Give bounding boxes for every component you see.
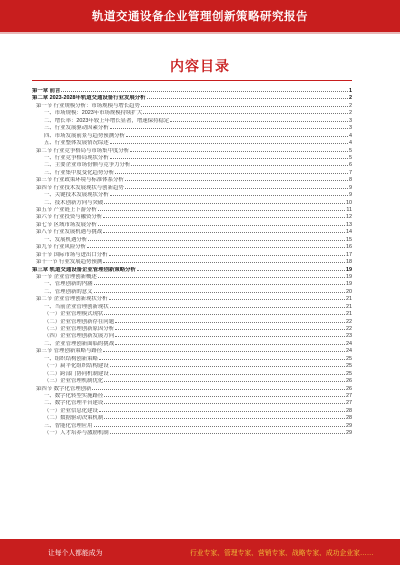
toc-entry-text: （三）企业管理机制优化 — [44, 378, 104, 385]
toc-entry-text: 一、发展机遇分析 — [44, 236, 88, 243]
toc-entry-page: 24 — [346, 340, 352, 347]
toc-entry[interactable] — [32, 139, 352, 146]
toc-entry-page: 17 — [346, 251, 352, 258]
toc-entry-text: 三、智能化管理应用 — [44, 422, 93, 429]
toc-dot-leader — [104, 377, 345, 382]
toc-entry-page: 3 — [349, 125, 352, 132]
toc-entry-text: （二）数据驱动决策机制 — [44, 415, 104, 422]
toc-dot-leader — [110, 154, 348, 159]
toc-entry-page: 4 — [349, 140, 352, 147]
toc-entry-page: 22 — [346, 326, 352, 332]
toc-entry-page: 9 — [349, 192, 352, 199]
toc-entry[interactable] — [32, 154, 352, 161]
toc-dot-leader — [143, 109, 348, 114]
toc-entry[interactable] — [32, 102, 352, 109]
toc-entry-text: 三、行业发展驱动因素分析 — [44, 125, 109, 132]
toc-entry[interactable] — [32, 251, 352, 258]
toc-entry-page: 25 — [346, 370, 352, 377]
toc-entry[interactable] — [32, 199, 352, 206]
toc-entry-text: 二、企业管理创新面临的挑战 — [44, 340, 115, 347]
toc-entry[interactable] — [32, 325, 352, 332]
toc-entry-text: 第八节 行业发展机遇与挑战 — [36, 229, 103, 236]
toc-entry-page: 11 — [346, 207, 352, 213]
toc-entry[interactable] — [32, 109, 352, 116]
toc-dot-leader — [110, 303, 345, 308]
toc-entry-text: （二）企业管理创新存在问题 — [44, 318, 115, 325]
toc-dot-leader — [109, 295, 345, 300]
toc-entry[interactable] — [32, 385, 352, 392]
toc-dot-leader — [103, 228, 345, 233]
toc-entry-page: 1 — [349, 88, 352, 94]
toc-entry[interactable] — [32, 288, 352, 295]
toc-entry[interactable] — [32, 169, 352, 176]
toc-entry-page: 2 — [349, 102, 352, 109]
toc-entry-page: 2 — [349, 110, 352, 117]
toc-entry-page: 18 — [346, 259, 352, 266]
footer-bar — [0, 539, 400, 565]
toc-dot-leader — [61, 87, 348, 92]
toc-entry-text: 第十节 国际市场与进出口分析 — [36, 251, 108, 258]
toc-entry-text: 第二节 企业管理创新现状分析 — [36, 296, 108, 303]
toc-entry-text: （二）跨部门协同机制建设 — [44, 370, 109, 377]
toc-entry-page: 4 — [349, 132, 352, 139]
toc-entry-text: 第三章 轨道交通设备企业管理创新策略分析 — [32, 266, 136, 273]
toc-dot-leader — [98, 206, 346, 211]
toc-entry-text: 第二节 行业竞争格局与市场集中度分析 — [36, 147, 130, 154]
toc-dot-leader — [115, 340, 345, 345]
toc-dot-leader — [125, 184, 348, 189]
toc-dot-leader — [104, 414, 345, 419]
toc-dot-leader — [99, 407, 345, 412]
toc-entry[interactable] — [32, 318, 352, 325]
toc-entry-page: 5 — [349, 147, 352, 154]
toc-entry[interactable] — [32, 221, 352, 228]
toc-entry-page: 9 — [349, 184, 352, 191]
toc-entry-page: 28 — [346, 407, 352, 414]
toc-entry[interactable] — [32, 213, 352, 220]
toc-entry[interactable] — [32, 407, 352, 414]
toc-entry-page: 21 — [346, 296, 352, 303]
toc-dot-leader — [115, 332, 345, 337]
toc-dot-leader — [131, 161, 348, 166]
toc-entry-page: 3 — [349, 117, 352, 124]
toc-entry[interactable] — [32, 176, 352, 183]
toc-entry-page: 15 — [346, 236, 352, 243]
toc-heading: 内容目录 — [170, 58, 230, 74]
toc-entry[interactable] — [32, 332, 352, 339]
toc-entry-text: 三、行业集中度变化趋势分析 — [44, 169, 115, 176]
toc-entry-page: 16 — [346, 244, 352, 251]
toc-entry-page: 28 — [346, 415, 352, 422]
toc-heading-underline — [32, 80, 352, 81]
toc-entry[interactable] — [32, 422, 352, 429]
toc-dot-leader — [94, 288, 345, 293]
toc-entry-text: （四）企业管理创新发展方向 — [44, 333, 115, 340]
toc-dot-leader — [104, 399, 345, 404]
toc-dot-leader — [126, 132, 348, 137]
toc-entry-page: 8 — [349, 177, 352, 184]
toc-entry-page: 19 — [346, 281, 352, 288]
toc-dot-leader — [115, 318, 345, 323]
toc-entry[interactable] — [32, 347, 352, 354]
toc-entry-page: 6 — [349, 162, 352, 169]
toc-dot-leader — [110, 124, 348, 129]
toc-entry-text: 第四节 行业技术发展现状与创新趋势 — [36, 184, 124, 191]
toc-entry-text: 第九节 行业风险分析 — [36, 244, 87, 251]
toc-entry[interactable] — [32, 370, 352, 377]
toc-entry-text: 一、组织结构创新策略 — [44, 355, 98, 362]
toc-entry-text: 一、行业竞争格局现状分析 — [44, 154, 109, 161]
toc-dot-leader — [130, 147, 348, 152]
toc-entry-page: 25 — [346, 355, 352, 362]
toc-entry-page: 29 — [346, 430, 352, 437]
toc-dot-leader — [110, 139, 348, 144]
toc-dot-leader — [125, 176, 348, 181]
toc-entry-page: 14 — [346, 229, 352, 236]
toc-dot-leader — [92, 385, 345, 390]
toc-entry-text: 第一节 企业管理创新概述 — [36, 273, 97, 280]
toc-entry-page: 19 — [346, 266, 352, 273]
toc-entry-text: 二、数字化管理平台建设 — [44, 400, 104, 407]
toc-entry-text: 二、增长率：2023年较上年增长显著，增速保持稳定 — [44, 117, 170, 124]
footer-slogan: 让每个人都能成为 — [48, 550, 103, 557]
toc-entry-page: 21 — [346, 311, 352, 318]
toc-entry-text: 第一节 行业规模分析：市场规模与增长趋势 — [36, 102, 140, 109]
toc-dot-leader — [109, 251, 345, 256]
toc-entry-page: 2 — [349, 95, 352, 102]
toc-entry[interactable] — [32, 295, 352, 302]
toc-entry-page: 19 — [346, 273, 352, 280]
toc-entry[interactable] — [32, 161, 352, 168]
toc-entry[interactable] — [32, 243, 352, 250]
toc-dot-leader — [98, 221, 345, 226]
toc-entry-page: 12 — [346, 214, 352, 221]
toc-entry-text: 第十一节 行业发展趋势预测 — [36, 259, 103, 266]
toc-entry-page: 27 — [346, 392, 352, 399]
toc-dot-leader — [115, 169, 348, 174]
report-title: 轨道交通设备企业管理创新策略研究报告 — [92, 11, 308, 23]
toc-dot-leader — [103, 258, 345, 263]
toc-entry-text: 二、主要企业市场份额与竞争力分析 — [44, 162, 131, 169]
toc-entry-text: 第六节 行业投资与融资分析 — [36, 214, 103, 221]
toc-dot-leader — [147, 94, 348, 99]
toc-entry[interactable] — [32, 117, 352, 124]
toc-entry[interactable] — [32, 184, 352, 191]
toc-dot-leader — [141, 102, 348, 107]
toc-entry-page: 13 — [346, 221, 352, 228]
toc-entry-text: 第四节 数字化管理创新 — [36, 385, 92, 392]
toc-entry[interactable] — [32, 414, 352, 421]
toc-entry-text: 第三节 行业政策环境与标准体系分析 — [36, 177, 124, 184]
toc-entry[interactable] — [32, 377, 352, 384]
toc-dot-leader — [87, 243, 345, 248]
toc-entry-page: 24 — [346, 348, 352, 355]
toc-entry-page: 10 — [346, 199, 352, 206]
toc-entry-text: 一、管理创新的内涵 — [44, 281, 93, 288]
toc-entry[interactable] — [32, 147, 352, 154]
toc-entry-text: 第二章 2023-2028年轨道交通设备行业发展分析 — [32, 95, 146, 102]
toc-entry[interactable] — [32, 362, 352, 369]
toc-dot-leader — [110, 429, 345, 434]
toc-entry[interactable] — [32, 392, 352, 399]
toc-entry-text: 一、市场规模：2023年市场规模持续扩大 — [44, 110, 143, 117]
toc-entry-text: 二、管理创新的意义 — [44, 288, 93, 295]
toc-entry[interactable] — [32, 236, 352, 243]
toc-entry-text: 一、关键技术发展现状分析 — [44, 192, 109, 199]
report-header-bar — [0, 0, 400, 32]
toc-entry-page: 5 — [349, 154, 352, 161]
toc-dot-leader — [104, 392, 345, 397]
toc-entry[interactable] — [32, 191, 352, 198]
toc-dot-leader — [104, 310, 345, 315]
toc-entry[interactable] — [32, 340, 352, 347]
toc-dot-leader — [94, 280, 345, 285]
toc-dot-leader — [88, 236, 345, 241]
toc-entry-text: 第五节 产业链上下游分析 — [36, 207, 97, 213]
toc-entry-page: 29 — [346, 422, 352, 429]
toc-entry[interactable] — [32, 355, 352, 362]
toc-dot-leader — [98, 273, 345, 278]
toc-entry-text: 第一章 前言 — [32, 88, 61, 94]
toc-entry[interactable] — [32, 429, 352, 436]
toc-entry-text: 第七节 区域市场发展分析 — [36, 221, 97, 228]
toc-dot-leader — [110, 191, 348, 196]
toc-entry[interactable] — [32, 132, 352, 139]
toc-entry-text: （一）企业信息化建设 — [44, 407, 98, 414]
toc-entry-text: 一、当前企业管理创新现状 — [44, 303, 109, 310]
toc-entry[interactable] — [32, 303, 352, 310]
toc-entry-page: 27 — [346, 400, 352, 407]
toc-entry-text: （一）企业管理模式现状 — [44, 311, 104, 318]
toc-dot-leader — [103, 347, 345, 352]
toc-entry-page: 7 — [349, 169, 352, 176]
toc-dot-leader — [137, 266, 345, 271]
toc-entry[interactable] — [32, 87, 352, 94]
toc-entry-text: 第三节 管理创新策略与路径 — [36, 348, 103, 355]
toc-entry[interactable] — [32, 273, 352, 280]
toc-entry-text: 二、技术创新方向与突破 — [44, 199, 104, 206]
toc-entry-text: （一）人才培养与激励机制 — [44, 430, 109, 437]
toc-entry-text: 四、市场发展前景与趋势预测分析 — [44, 132, 125, 139]
toc-entry[interactable] — [32, 399, 352, 406]
toc-entry-text: 五、行业整体发展情况综述 — [44, 140, 109, 147]
toc-entry-page: 25 — [346, 363, 352, 370]
toc-dot-leader — [110, 362, 345, 367]
toc-dot-leader — [170, 117, 348, 122]
toc-entry[interactable] — [32, 124, 352, 131]
toc-dot-leader — [94, 422, 345, 427]
toc-entry-page: 26 — [346, 378, 352, 385]
toc-dot-leader — [103, 213, 345, 218]
header-divider — [0, 32, 400, 34]
toc-entry-text: （一）扁平化组织结构建设 — [44, 363, 109, 370]
toc-entry[interactable] — [32, 266, 352, 273]
toc-dot-leader — [115, 325, 345, 330]
toc-entry[interactable] — [32, 310, 352, 317]
toc-entry-text: 一、数字化转型实施路径 — [44, 392, 104, 399]
toc-entry[interactable] — [32, 94, 352, 101]
toc-entry-page: 23 — [346, 333, 352, 340]
table-of-contents — [32, 87, 352, 437]
toc-entry[interactable] — [32, 228, 352, 235]
toc-entry[interactable] — [32, 206, 352, 213]
toc-entry[interactable] — [32, 280, 352, 287]
toc-entry-page: 21 — [346, 303, 352, 310]
toc-dot-leader — [99, 355, 345, 360]
toc-entry-page: 20 — [346, 288, 352, 295]
footer-tagline: 行业专家、管理专家、营销专家、战略专家、成功企业家…… — [190, 550, 374, 557]
toc-entry-text: （三）企业管理创新原因分析 — [44, 326, 115, 332]
toc-dot-leader — [110, 370, 345, 375]
toc-entry-page: 26 — [346, 385, 352, 392]
toc-dot-leader — [104, 199, 345, 204]
toc-entry-page: 22 — [346, 318, 352, 325]
toc-entry[interactable] — [32, 258, 352, 265]
